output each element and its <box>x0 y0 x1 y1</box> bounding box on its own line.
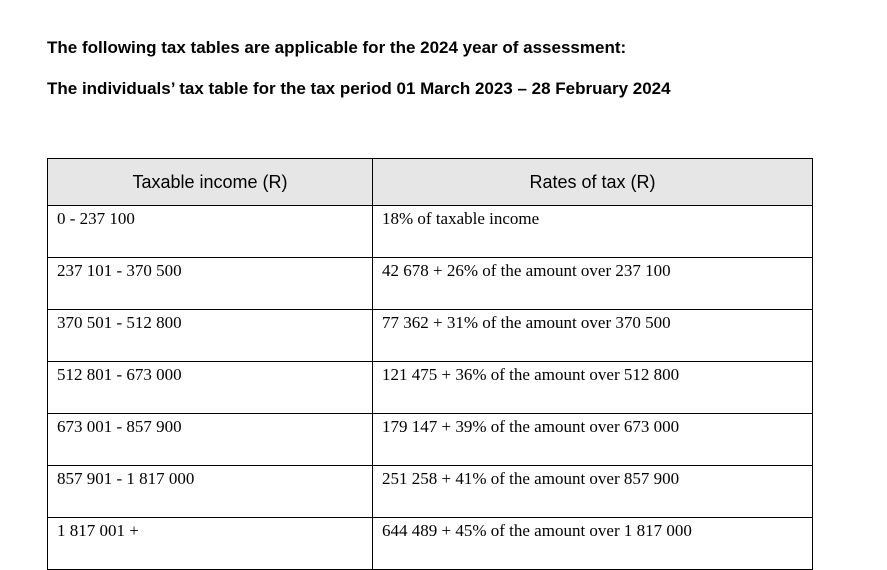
rate-of-tax-cell: 18% of taxable income <box>373 206 813 258</box>
taxable-income-cell: 673 001 - 857 900 <box>48 414 373 466</box>
rate-of-tax-cell: 121 475 + 36% of the amount over 512 800 <box>373 362 813 414</box>
column-header-taxable-income: Taxable income (R) <box>48 159 373 206</box>
table-row <box>48 206 813 258</box>
rate-of-tax-cell: 251 258 + 41% of the amount over 857 900 <box>373 466 813 518</box>
taxable-income-cell: 512 801 - 673 000 <box>48 362 373 414</box>
table-row <box>48 466 813 518</box>
rate-of-tax-cell: 77 362 + 31% of the amount over 370 500 <box>373 310 813 362</box>
rate-of-tax-cell: 42 678 + 26% of the amount over 237 100 <box>373 258 813 310</box>
taxable-income-cell: 857 901 - 1 817 000 <box>48 466 373 518</box>
tax-table <box>47 158 813 570</box>
table-row <box>48 310 813 362</box>
taxable-income-cell: 237 101 - 370 500 <box>48 258 373 310</box>
rate-of-tax-cell: 644 489 + 45% of the amount over 1 817 000 <box>373 518 813 570</box>
table-row <box>48 414 813 466</box>
table-row <box>48 258 813 310</box>
table-header-row <box>48 159 813 206</box>
table-row <box>48 362 813 414</box>
intro-heading: The following tax tables are applicable for the 2024 year of assessment: <box>47 38 627 57</box>
taxable-income-cell: 370 501 - 512 800 <box>48 310 373 362</box>
tax-table-title: The individuals’ tax table for the tax period 01 March 2023 – 28 February 2024 <box>47 79 671 98</box>
table-row <box>48 518 813 570</box>
column-header-rates-of-tax: Rates of tax (R) <box>373 159 813 206</box>
taxable-income-cell: 0 - 237 100 <box>48 206 373 258</box>
rate-of-tax-cell: 179 147 + 39% of the amount over 673 000 <box>373 414 813 466</box>
taxable-income-cell: 1 817 001 + <box>48 518 373 570</box>
